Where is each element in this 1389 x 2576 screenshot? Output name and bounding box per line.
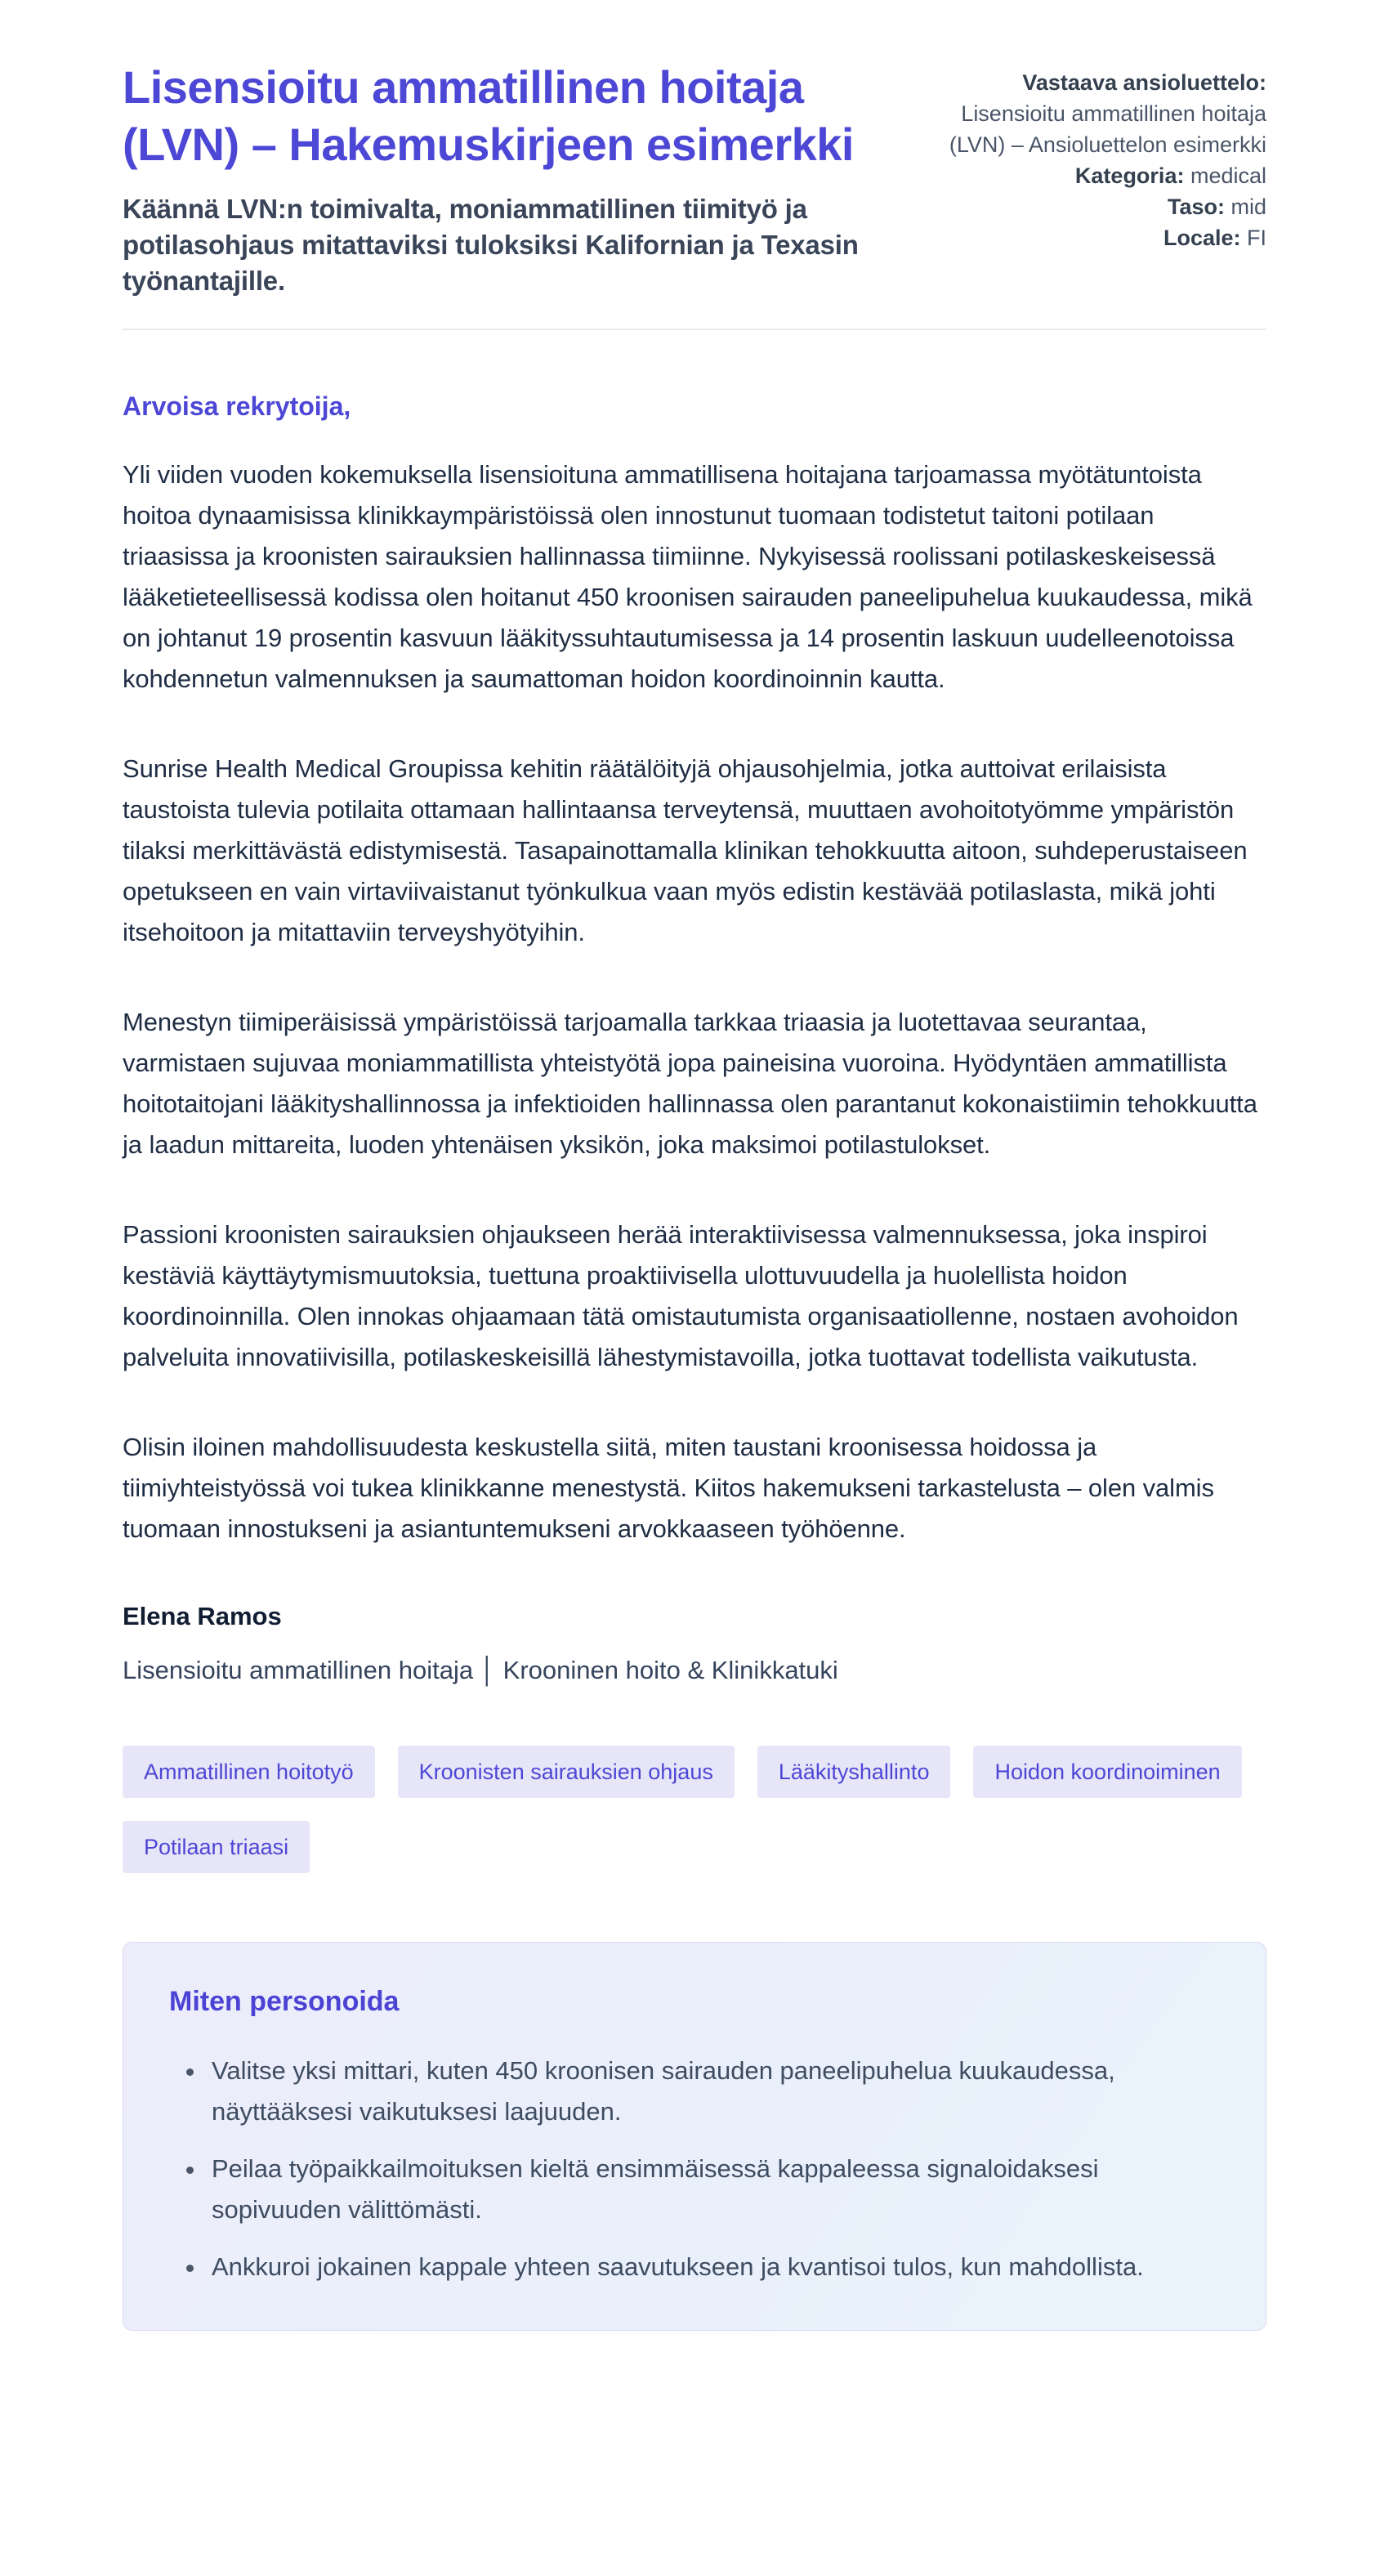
letter-paragraph: Passioni kroonisten sairauksien ohjaukseen herää interaktiivisessa valmennuksessa, joka inspiroi kestäviä käyttäytymismuutoksia, tuettuna proaktiivisella ulottuvuudella ja huolellista hoidon koordinoinnilla. Olen innokas ohjaamaan tätä omistautumista organisaatiollenne, nostaen avohoidon palveluita innovatiivisilla, potilaskeskeisillä lähestymistavoilla, jotka tuottavat todellista vaikutusta. — [123, 1220, 1239, 1371]
tips-item: • Ankkuroi jokainen kappale yhteen saavutukseen ja kvantisoi tulos, kun mahdollista. — [207, 2247, 1220, 2288]
letter-paragraph: Sunrise Health Medical Groupissa kehitin räätälöityjä ohjausohjelmia, jotka auttoivat erilaisista taustoista tulevia potilaita ottamaan hallintaansa terveytensä, muuttaen avohoitotyömme ympäristön tilaksi merkittävästä edistymisestä. Tasapainottamalla klinikan tehokkuutta aitoon, suhdeperustaiseen opetukseen en vain virtaviivaistanut työnkulkua vaan myös edistin kestävää potilaslasta, mikä johti itsehoitoon ja mitattaviin terveyshyötyihin. — [123, 754, 1248, 946]
meta-category-value: medical — [1184, 163, 1266, 188]
meta-level-label: Taso: — [1167, 195, 1225, 219]
meta-category-label: Kategoria: — [1074, 163, 1185, 188]
header-divider — [123, 329, 1266, 330]
letter-paragraph: Yli viiden vuoden kokemuksella lisensioituna ammatillisena hoitajana tarjoamassa myötätuntoista hoitoa dynaamisissa klinikkaympäristöissä olen innostunut tuomaan todistetut taitoni potilaan triaasissa ja kroonisten sairauksien hallinnassa tiimiinne. Nykyisessä roolissani potilaskeskeisessä lääketieteellisessä kodissa olen hoitanut 450 kroonisen sairauden paneelipuhelua kuukaudessa, mikä on johtanut 19 prosentin kasvuun lääkityssuhtautumisessa ja 14 prosentin laskuun uudelleenotoissa kohdennetun valmennuksen ja saumattoman hoidon koordinoinnin kautta. — [123, 460, 1253, 693]
letter-paragraph: Menestyn tiimiperäisissä ympäristöissä tarjoamalla tarkkaa triaasia ja luotettavaa seurantaa, varmistaen sujuvaa moniammatillista yhteistyötä jopa paineisina vuoroina. Hyödyntäen ammatillista hoitotaitojani lääkityshallinnossa ja infektioiden hallinnassa olen parantanut kokonaistiimin tehokkuutta ja laadun mittareita, luoden yhtenäisen yksikön, joka maksimoi potilastulokset. — [123, 1008, 1257, 1159]
tips-item: • Peilaa työpaikkailmoituksen kieltä ensimmäisessä kappaleessa signaloidaksesi sopivuuden välittömästi. — [207, 2149, 1220, 2230]
meta-level — [915, 191, 1266, 222]
tips-title: Miten personoida — [169, 1986, 400, 2017]
page-title: Lisensioitu ammatillinen hoitaja (LVN) – Hakemuskirjeen esimerkki — [123, 61, 854, 170]
skill-tag: Hoidon koordinoiminen — [973, 1746, 1241, 1798]
meta-block — [915, 59, 1266, 253]
letter-greeting: Arvoisa rekrytoija, — [123, 391, 351, 421]
skill-tag: Potilaan triaasi — [123, 1821, 310, 1873]
tips-item: • Valitse yksi mittari, kuten 450 kroonisen sairauden paneelipuhelua kuukaudessa, näyttääksesi vaikutuksesi laajuuden. — [207, 2051, 1220, 2132]
content-container — [123, 0, 1266, 2331]
personalization-tips-box — [123, 1942, 1266, 2331]
skill-tag: Ammatillinen hoitotyö — [123, 1746, 375, 1798]
letter-body — [123, 386, 1266, 1688]
tips-list — [169, 2051, 1220, 2288]
meta-category — [915, 160, 1266, 191]
signature-role: Lisensioitu ammatillinen hoitaja │ Krooninen hoito & Klinikkatuki — [123, 1656, 838, 1684]
meta-locale — [915, 222, 1266, 253]
skill-tag: Kroonisten sairauksien ohjaus — [398, 1746, 735, 1798]
meta-matching-resume-label: Vastaava ansioluettelo: — [1022, 70, 1266, 95]
signature-block — [123, 1599, 1266, 1688]
page-subtitle: Käännä LVN:n toimivalta, moniammatillinen tiimityö ja potilasohjaus mitattaviksi tuloksiksi Kalifornian ja Texasin työnantajille. — [123, 194, 859, 296]
page-header — [123, 59, 1266, 299]
meta-level-value: mid — [1224, 195, 1266, 219]
meta-locale-label: Locale: — [1163, 226, 1241, 250]
meta-locale-value: FI — [1240, 226, 1266, 250]
skill-tag: Lääkityshallinto — [757, 1746, 951, 1798]
header-title-block — [123, 59, 895, 299]
meta-matching-resume — [915, 67, 1266, 160]
signature-name: Elena Ramos — [123, 1602, 282, 1630]
skill-tags — [123, 1746, 1266, 1873]
letter-paragraph: Olisin iloinen mahdollisuudesta keskustella siitä, miten taustani kroonisessa hoidossa ja tiimiyhteistyössä voi tukea klinikkanne menestystä. Kiitos hakemukseni tarkastelusta – olen valmis tuomaan innostukseni ja asiantuntemukseni arvokkaaseen työhöenne. — [123, 1433, 1214, 1543]
meta-matching-resume-value: Lisensioitu ammatillinen hoitaja (LVN) – Ansioluettelon esimerkki — [949, 101, 1266, 157]
